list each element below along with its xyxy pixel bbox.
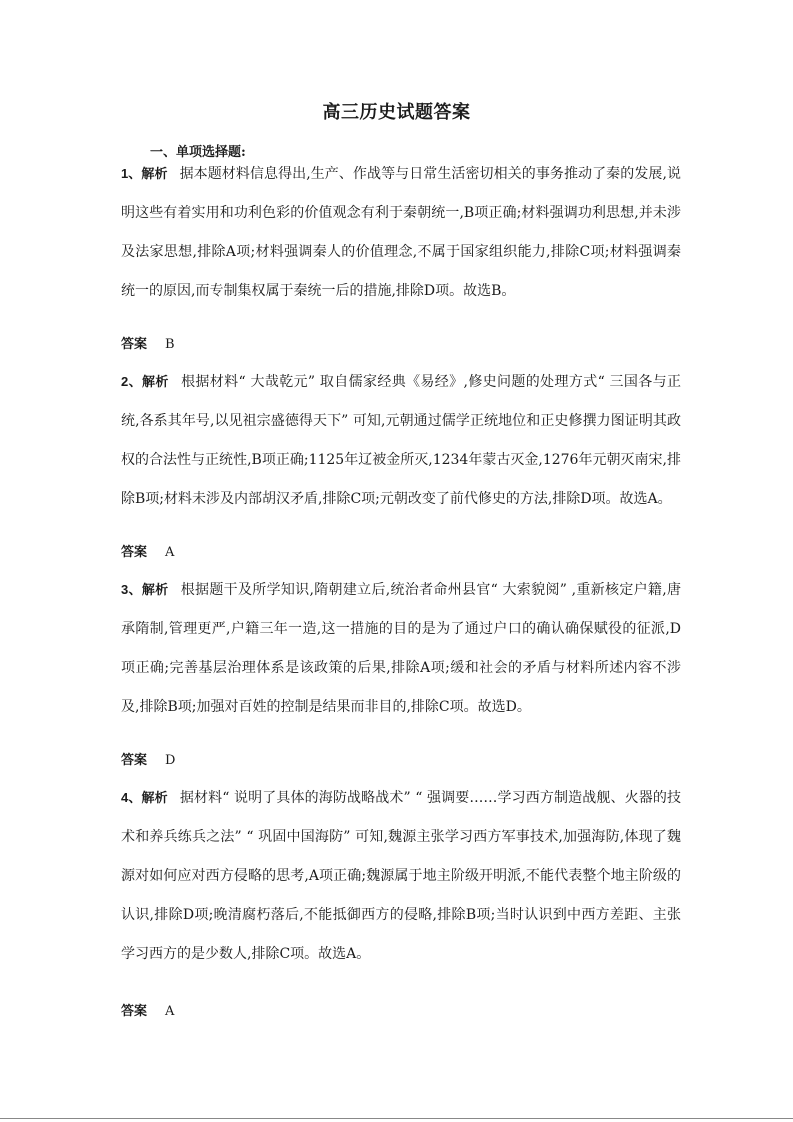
- analysis-label: 解析: [141, 167, 168, 182]
- analysis-label: 解析: [141, 791, 168, 806]
- question-1-answer-value: B: [165, 337, 175, 352]
- question-3-answer: [121, 749, 175, 768]
- question-2-number: 2、: [121, 374, 142, 389]
- analysis-label: 解析: [141, 583, 169, 598]
- question-4-analysis-text: 据材料“ 说明了具体的海防战略战术” “ 强调要……学习西方制造战舰、火器的技术和养兵练兵之法” “ 巩固中国海防” 可知,魏源主张学习西方军事技术,加强海防,体现了魏源对如何应对西方侵略的思考,A项正确;魏源属于地主阶级开明派,不能代表整个地主阶级的认识,排除D项;晚清腐朽落后,不能抵御西方的侵略,排除B项;当时认识到中西方差距、主张学习西方的是少数人,排除C项。故选A。: [121, 790, 681, 962]
- answer-label: 答案: [121, 337, 148, 352]
- question-1-answer: [121, 333, 175, 352]
- question-2-analysis: [121, 362, 681, 519]
- question-3-analysis-text: 根据题干及所学知识,隋朝建立后,统治者命州县官“ 大索貌阅” ,重新核定户籍,唐承隋制,管理更严,户籍三年一造,这一措施的目的是为了通过户口的确认确保赋役的征派,D项正确;完善基层治理体系是该政策的后果,排除A项;缓和社会的矛盾与材料所述内容不涉及,排除B项;加强对百姓的控制是结果而非目的,排除C项。故选D。: [121, 582, 681, 715]
- question-1-number: 1、: [121, 166, 142, 181]
- page-title: 高三历史试题答案: [322, 102, 471, 123]
- question-4-label: [121, 791, 168, 806]
- question-2-analysis-text: 根据材料“ 大哉乾元” 取自儒家经典《易经》,修史问题的处理方式“ 三国各与正统,各系其年号,以见祖宗盛德得天下” 可知,元朝通过儒学正统地位和正史修撰力图证明其政权的合法性与正统性,B项正确;1125年辽被金所灭,1234年蒙古灭金,1276年元朝灭南宋,排除B项;材料未涉及内部胡汉矛盾,排除C项;元朝改变了前代修史的方法,排除D项。故选A。: [121, 374, 681, 507]
- question-3-label: [121, 583, 168, 598]
- question-3-answer-value: D: [165, 753, 176, 768]
- question-3-analysis: [121, 570, 681, 727]
- question-3-number: 3、: [121, 582, 142, 597]
- question-1-label: [121, 167, 168, 182]
- question-1-analysis-text: 据本题材料信息得出,生产、作战等与日常生活密切相关的事务推动了秦的发展,说明这些有着实用和功利色彩的价值观念有利于秦朝统一,B项正确;材料强调功利思想,并未涉及法家思想,排除A项;材料强调秦人的价值理念,不属于国家组织能力,排除C项;材料强调秦统一的原因,而专制集权属于秦统一后的措施,排除D项。故选B。: [121, 166, 681, 299]
- question-4-answer-value: A: [165, 1004, 175, 1019]
- page-bottom-rule: [0, 1118, 793, 1119]
- question-2-answer: [121, 541, 174, 560]
- question-4-number: 4、: [121, 790, 142, 805]
- question-4-answer: [121, 1000, 174, 1019]
- answer-label: 答案: [121, 1004, 148, 1019]
- question-1-analysis: [121, 154, 681, 311]
- question-4-analysis: [121, 778, 681, 974]
- answer-label: 答案: [121, 753, 148, 768]
- section-heading: 一、单项选择题:: [150, 145, 246, 160]
- analysis-label: 解析: [141, 375, 169, 390]
- answer-label: 答案: [121, 545, 148, 560]
- question-2-answer-value: A: [165, 545, 175, 560]
- question-2-label: [121, 375, 169, 390]
